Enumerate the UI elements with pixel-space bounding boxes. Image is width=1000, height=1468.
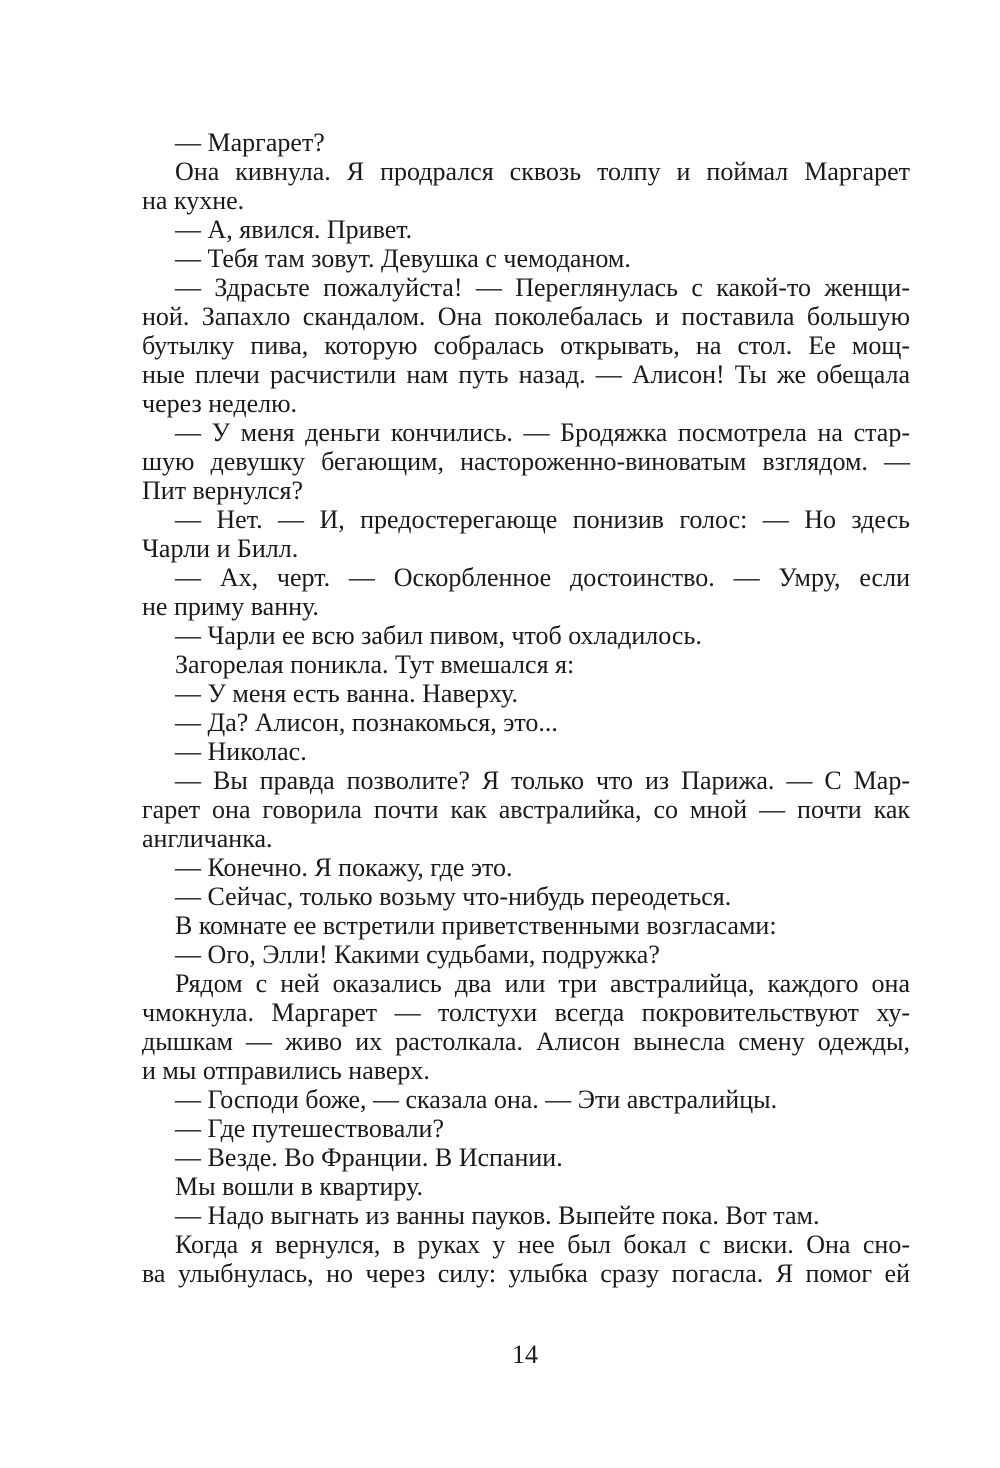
text-line: — Здрасьте пожалуйста! — Переглянулась с какой-то женщи- <box>175 273 910 302</box>
text-line: — Надо выгнать из ванны пауков. Выпейте пока. Вот там. <box>175 1201 820 1230</box>
text-line: через неделю. <box>142 389 298 418</box>
text-line: В комнате ее встретили приветственными возгласами: <box>175 911 777 940</box>
text-line: Рядом с ней оказались два или три австралийца, каждого она <box>175 969 910 998</box>
text-line: — Везде. Во Франции. В Испании. <box>175 1143 563 1172</box>
text-line: — Да? Алисон, познакомься, это... <box>175 708 558 737</box>
text-line: — Конечно. Я покажу, где это. <box>175 853 513 882</box>
text-line: — Ах, черт. — Оскорбленное достоинство. — Умру, если <box>175 563 910 592</box>
text-line: — Ого, Элли! Какими судьбами, подружка? <box>175 940 660 969</box>
text-line: — Господи боже, — сказала она. — Эти австралийцы. <box>175 1085 778 1114</box>
text-line: англичанка. <box>142 824 273 853</box>
text-line: — У меня деньги кончились. — Бродяжка посмотрела на стар- <box>175 418 910 447</box>
page-number: 14 <box>512 1340 538 1369</box>
text-line: — Николас. <box>175 737 307 766</box>
text-line: ной. Запахло скандалом. Она поколебалась и поставила большую <box>142 302 910 331</box>
text-line: — Где путешествовали? <box>175 1114 445 1143</box>
text-line: и мы отправились наверх. <box>142 1056 430 1085</box>
text-line: Загорелая поникла. Тут вмешался я: <box>175 650 575 679</box>
body-text <box>142 128 910 1288</box>
text-line: ва улыбнулась, но через силу: улыбка сразу погасла. Я помог ей <box>142 1259 910 1288</box>
text-line: — Сейчас, только возьму что-нибудь переодеться. <box>175 882 732 911</box>
text-line: — Чарли ее всю забил пивом, чтоб охладилось. <box>175 621 702 650</box>
text-line: шую девушку бегающим, настороженно-виноватым взглядом. — <box>142 447 910 476</box>
text-line: Чарли и Билл. <box>142 534 299 563</box>
text-line: — У меня есть ванна. Наверху. <box>175 679 518 708</box>
text-line: Она кивнула. Я продрался сквозь толпу и поймал Маргарет <box>175 157 910 186</box>
text-line: — Нет. — И, предостерегающе понизив голос: — Но здесь <box>175 505 910 534</box>
text-line: бутылку пива, которую собралась открывать, на стол. Ее мощ- <box>142 331 910 360</box>
text-line: — Маргарет? <box>175 128 325 157</box>
text-line: — Вы правда позволите? Я только что из Парижа. — С Мар- <box>175 766 910 795</box>
text-line: дышкам — живо их растолкала. Алисон вынесла смену одежды, <box>142 1027 910 1056</box>
text-line: чмокнула. Маргарет — толстухи всегда покровительствуют ху- <box>142 998 910 1027</box>
text-line: ные плечи расчистили нам путь назад. — Алисон! Ты же обещала <box>142 360 910 389</box>
text-line: не приму ванну. <box>142 592 319 621</box>
text-line: — А, явился. Привет. <box>175 215 413 244</box>
text-line: — Тебя там зовут. Девушка с чемоданом. <box>175 244 631 273</box>
text-line: на кухне. <box>142 186 245 215</box>
text-line: Мы вошли в квартиру. <box>175 1172 423 1201</box>
text-line: Когда я вернулся, в руках у нее был бокал с виски. Она сно- <box>175 1230 910 1259</box>
text-line: гарет она говорила почти как австралийка, со мной — почти как <box>142 795 910 824</box>
text-line: Пит вернулся? <box>142 476 304 505</box>
